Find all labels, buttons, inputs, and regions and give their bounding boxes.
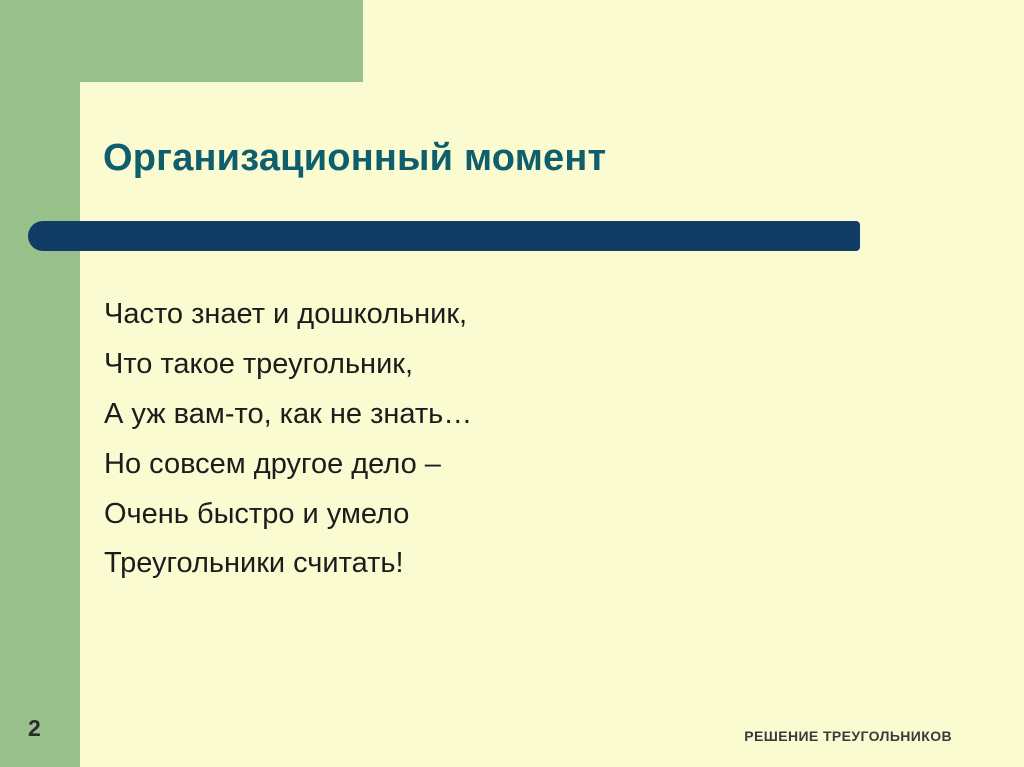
slide-number: 2 [28,715,41,741]
poem-line: Что такое треугольник, [104,347,414,380]
title-divider-bar [28,221,860,251]
poem-line: Но совсем другое дело – [104,447,441,480]
green-side-band [0,0,80,767]
poem-text-block [104,290,924,589]
green-top-block [0,0,363,82]
poem-line: Часто знает и дошкольник, [104,298,468,330]
poem-line: Треугольники считать! [104,547,404,580]
poem-line: Очень быстро и умело [104,497,410,530]
slide-footer: РЕШЕНИЕ ТРЕУГОЛЬНИКОВ [744,728,952,744]
poem-line: А уж вам-то, как не знать… [104,397,473,430]
slide-title: Организационный момент [103,137,607,179]
